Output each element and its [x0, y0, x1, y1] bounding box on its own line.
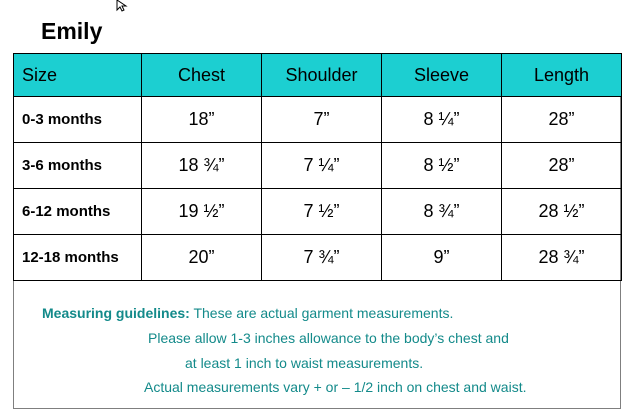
chest-value: 18 ¾” — [142, 143, 262, 189]
shoulder-value: 7 ½” — [262, 189, 382, 235]
length-value: 28” — [502, 97, 622, 143]
guidelines-line-3: at least 1 inch to waist measurements. — [185, 355, 424, 371]
guidelines-text-1: These are actual garment measurements. — [189, 305, 454, 321]
shoulder-value: 7” — [262, 97, 382, 143]
guidelines-line-4: Actual measurements vary + or – 1/2 inch on chest and waist. — [144, 379, 527, 395]
chest-value: 20” — [142, 235, 262, 281]
table-row — [14, 143, 622, 189]
header-shoulder: Shoulder — [262, 54, 382, 97]
size-label: 0-3 months — [14, 97, 142, 143]
header-length: Length — [502, 54, 622, 97]
guidelines-line-1 — [42, 305, 453, 321]
sleeve-value: 8 ½” — [382, 143, 502, 189]
page-title: Emily — [41, 18, 103, 44]
shoulder-value: 7 ¼” — [262, 143, 382, 189]
size-label: 6-12 months — [14, 189, 142, 235]
shoulder-value: 7 ¾” — [262, 235, 382, 281]
chest-value: 18” — [142, 97, 262, 143]
table-row — [14, 189, 622, 235]
length-value: 28 ¾” — [502, 235, 622, 281]
sleeve-value: 8 ¼” — [382, 97, 502, 143]
mouse-pointer-icon — [116, 0, 130, 12]
chest-value: 19 ½” — [142, 189, 262, 235]
header-size: Size — [14, 54, 142, 97]
guidelines-line-2: Please allow 1-3 inches allowance to the body’s chest and — [148, 330, 509, 346]
header-chest: Chest — [142, 54, 262, 97]
length-value: 28 ½” — [502, 189, 622, 235]
length-value: 28” — [502, 143, 622, 189]
sleeve-value: 8 ¾” — [382, 189, 502, 235]
table-row — [14, 97, 622, 143]
size-label: 12-18 months — [14, 235, 142, 281]
table-row — [14, 235, 622, 281]
table-header-row — [14, 54, 622, 97]
guidelines-heading: Measuring guidelines: — [42, 305, 190, 321]
size-label: 3-6 months — [14, 143, 142, 189]
sleeve-value: 9” — [382, 235, 502, 281]
header-sleeve: Sleeve — [382, 54, 502, 97]
size-chart-table — [13, 53, 622, 281]
